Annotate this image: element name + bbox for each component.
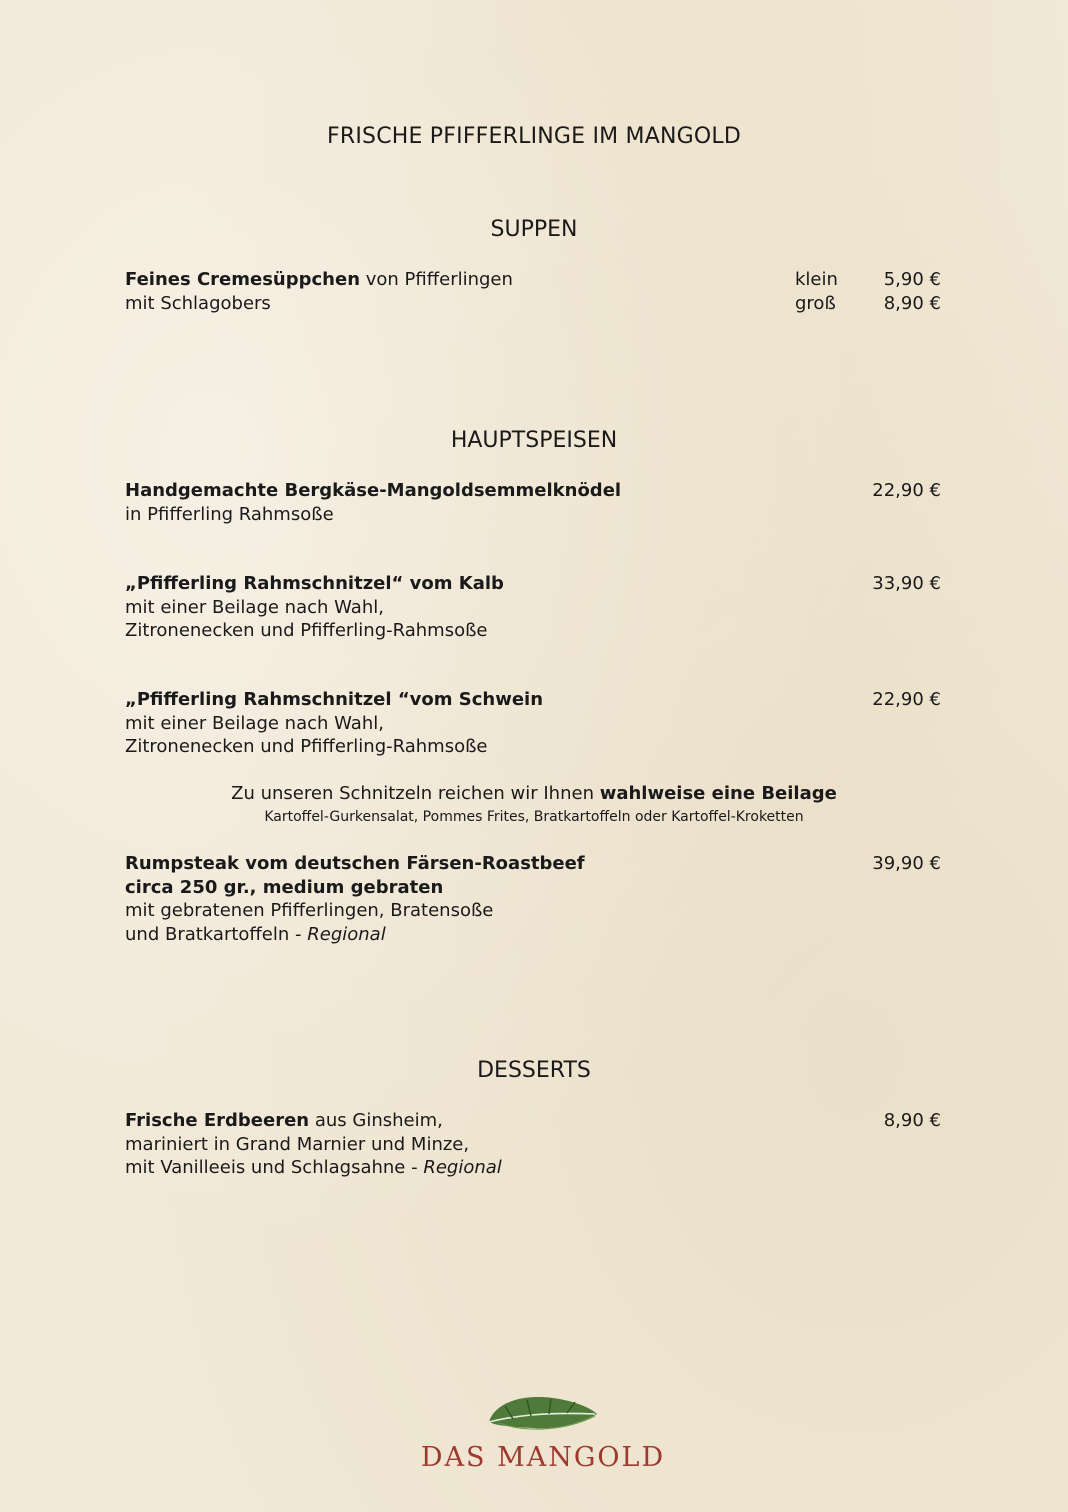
price-rumpsteak: 39,90 € (872, 853, 941, 874)
item-name: Rumpsteak vom deutschen Färsen-Roastbeef (125, 853, 585, 874)
item-description: Zitronenecken und Pfifferling-Rahmsoße (125, 620, 488, 641)
regional-tag: Regional (307, 923, 386, 945)
section-heading-suppen: SUPPEN (490, 217, 578, 242)
section-heading-desserts: DESSERTS (477, 1058, 591, 1083)
menu-item-schnitzel-kalb (125, 572, 805, 643)
item-name: Handgemachte Bergkäse-Mangoldsemmelknödel (125, 480, 622, 501)
price-erdbeeren: 8,90 € (883, 1110, 941, 1131)
item-description: mit gebratenen Pfifferlingen, Bratensoße (125, 900, 494, 921)
price-klein: 5,90 € (883, 269, 941, 290)
note-text: Zu unseren Schnitzeln reichen wir Ihnen (231, 783, 600, 804)
item-description: mariniert in Grand Marnier und Minze, (125, 1133, 470, 1155)
menu-item-suppe (125, 268, 805, 315)
menu-title: FRISCHE PFIFFERLINGE IM MANGOLD (327, 124, 741, 149)
item-description: mit einer Beilage nach Wahl, (125, 712, 384, 734)
size-label-gross: groß (795, 293, 836, 314)
mangold-leaf-icon (483, 1392, 603, 1434)
section-heading-hauptspeisen: HAUPTSPEISEN (450, 428, 618, 453)
price-knoedel: 22,90 € (872, 480, 941, 501)
item-description: Zitronenecken und Pfifferling-Rahmsoße (125, 736, 488, 757)
item-name: „Pfifferling Rahmschnitzel “vom Schwein (125, 689, 544, 710)
price-gross: 8,90 € (883, 293, 941, 314)
item-description: und Bratkartoffeln - (125, 923, 308, 945)
menu-item-schnitzel-schwein (125, 688, 805, 759)
item-description: in Pfifferling Rahmsoße (125, 503, 334, 525)
item-description: mit Schlagobers (125, 292, 271, 314)
item-name-rest: aus Ginsheim, (309, 1110, 443, 1131)
item-name: „Pfifferling Rahmschnitzel“ vom Kalb (125, 573, 504, 594)
size-label-klein: klein (795, 269, 838, 290)
menu-item-rumpsteak (125, 852, 805, 946)
beilage-note (0, 782, 1068, 828)
menu-item-knoedel (125, 479, 805, 526)
item-name-rest: von Pfifferlingen (360, 269, 513, 290)
item-description: mit Vanilleeis und Schlagsahne - (125, 1157, 424, 1178)
price-schnitzel-kalb: 33,90 € (872, 573, 941, 594)
regional-tag: Regional (423, 1157, 502, 1178)
menu-item-erdbeeren (125, 1109, 805, 1180)
price-schnitzel-schwein: 22,90 € (872, 689, 941, 710)
item-name: Frische Erdbeeren (125, 1110, 310, 1131)
item-name: Feines Cremesüppchen (125, 269, 361, 290)
logo (418, 1392, 668, 1473)
note-sides: Kartoffel-Gurkensalat, Pommes Frites, Bratkartoffeln oder Kartoffel-Kroketten (264, 809, 804, 825)
item-description: mit einer Beilage nach Wahl, (125, 596, 384, 618)
note-bold: wahlweise eine Beilage (599, 783, 837, 804)
item-name-line2: circa 250 gr., medium gebraten (125, 876, 444, 898)
logo-text: DAS MANGOLD (420, 1442, 666, 1473)
